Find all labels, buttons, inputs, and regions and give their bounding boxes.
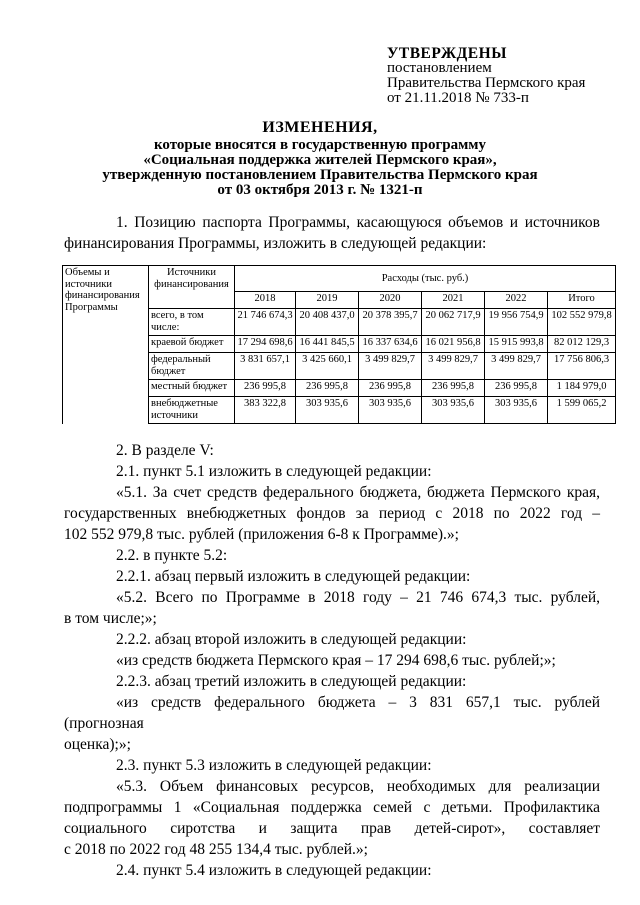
approval-line: от 21.11.2018 № 733-п bbox=[387, 90, 529, 106]
cell-value: 303 935,6 bbox=[422, 397, 485, 424]
table-year-header: Итого bbox=[548, 292, 616, 309]
cell-value: 102 552 979,8 bbox=[548, 309, 616, 336]
table-year-header: 2018 bbox=[235, 292, 296, 309]
text-line: «из средств федерального бюджета – 3 831 657,1 тыс. рублей (прогнозная bbox=[64, 694, 600, 732]
table-year-header: 2021 bbox=[422, 292, 485, 309]
cell-value: 21 746 674,3 bbox=[235, 309, 296, 336]
cell-value: 82 012 129,3 bbox=[548, 336, 616, 353]
text-line: «5.1. За счет средств федерального бюджета, бюджета Пермского края, bbox=[116, 484, 600, 501]
cell-value: 236 995,8 bbox=[359, 380, 422, 397]
table-col2-header: Источники финансирования bbox=[149, 266, 235, 309]
cell-value: 3 499 829,7 bbox=[359, 353, 422, 380]
cell-value: 236 995,8 bbox=[422, 380, 485, 397]
row-label: местный бюджет bbox=[149, 380, 235, 397]
text-line: 2.1. пункт 5.1 изложить в следующей редакции: bbox=[116, 463, 432, 480]
table-expenses-header: Расходы (тыс. руб.) bbox=[235, 266, 616, 292]
title-line: «Социальная поддержка жителей Пермского края», bbox=[143, 152, 497, 168]
cell-value: 17 756 806,3 bbox=[548, 353, 616, 380]
table-year-header: 2019 bbox=[296, 292, 359, 309]
text-line: оценка);»; bbox=[64, 736, 131, 753]
text-line: в том числе;»; bbox=[64, 610, 157, 627]
title-line: которые вносятся в государственную программу bbox=[153, 137, 487, 153]
title-main: ИЗМЕНЕНИЯ, bbox=[262, 119, 378, 136]
cell-value: 3 425 660,1 bbox=[296, 353, 359, 380]
cell-value: 1 599 065,2 bbox=[548, 397, 616, 424]
text-line: 2.4. пункт 5.4 изложить в следующей редакции: bbox=[116, 862, 432, 879]
cell-value: 19 956 754,9 bbox=[485, 309, 548, 336]
text-line: 1. Позицию паспорта Программы, касающуюся объемов и источников bbox=[116, 214, 600, 231]
text-line: с 2018 по 2022 год 48 255 134,4 тыс. рублей.»; bbox=[64, 841, 368, 858]
cell-value: 303 935,6 bbox=[485, 397, 548, 424]
cell-value: 16 021 956,8 bbox=[422, 336, 485, 353]
row-label: всего, в том числе: bbox=[149, 309, 235, 336]
text-line: «5.3. Объем финансовых ресурсов, необходимых для реализации bbox=[116, 778, 600, 795]
cell-value: 303 935,6 bbox=[296, 397, 359, 424]
cell-value: 17 294 698,6 bbox=[235, 336, 296, 353]
title-line: утвержденную постановлением Правительства Пермского края bbox=[102, 167, 538, 183]
row-label: федеральный бюджет bbox=[149, 353, 235, 380]
text-line: 2.2. в пункте 5.2: bbox=[116, 547, 228, 564]
title-line: от 03 октября 2013 г. № 1321-п bbox=[217, 182, 423, 198]
financing-table bbox=[62, 265, 616, 424]
cell-value: 16 337 634,6 bbox=[359, 336, 422, 353]
approval-line: постановлением bbox=[387, 60, 492, 76]
approval-line: Правительства Пермского края bbox=[387, 75, 586, 91]
text-line: 2.3. пункт 5.3 изложить в следующей редакции: bbox=[116, 757, 432, 774]
text-line: «из средств бюджета Пермского края – 17 294 698,6 тыс. рублей;»; bbox=[116, 652, 556, 669]
row-label: внебюджетные источники bbox=[149, 397, 235, 424]
cell-value: 20 408 437,0 bbox=[296, 309, 359, 336]
intro-paragraph bbox=[64, 212, 600, 254]
text-line: финансирования Программы, изложить в следующей редакции: bbox=[64, 235, 487, 252]
text-line: социального сиротства и защита прав детей-сирот», составляет bbox=[64, 820, 600, 837]
cell-value: 16 441 845,5 bbox=[296, 336, 359, 353]
approval-stamp bbox=[387, 46, 585, 106]
amendments-body bbox=[64, 440, 600, 881]
text-line: 2.2.1. абзац первый изложить в следующей редакции: bbox=[116, 568, 471, 585]
approval-heading: УТВЕРЖДЕНЫ bbox=[387, 45, 507, 62]
table-col1-header: Объемы и источники финансирования Программы bbox=[63, 266, 149, 424]
table-year-header: 2022 bbox=[485, 292, 548, 309]
row-label: краевой бюджет bbox=[149, 336, 235, 353]
cell-value: 20 378 395,7 bbox=[359, 309, 422, 336]
text-line: 102 552 979,8 тыс. рублей (приложения 6-8 к Программе).»; bbox=[64, 526, 459, 543]
cell-value: 383 322,8 bbox=[235, 397, 296, 424]
document-title bbox=[90, 118, 550, 198]
table-year-header: 2020 bbox=[359, 292, 422, 309]
text-line: 2. В разделе V: bbox=[116, 442, 214, 459]
cell-value: 303 935,6 bbox=[359, 397, 422, 424]
text-line: 2.2.3. абзац третий изложить в следующей редакции: bbox=[116, 673, 467, 690]
cell-value: 20 062 717,9 bbox=[422, 309, 485, 336]
text-line: государственных внебюджетных фондов за период с 2018 по 2022 год – bbox=[64, 505, 600, 522]
cell-value: 3 499 829,7 bbox=[485, 353, 548, 380]
text-line: подпрограммы 1 «Социальная поддержка семей с детьми. Профилактика bbox=[64, 799, 600, 816]
cell-value: 1 184 979,0 bbox=[548, 380, 616, 397]
cell-value: 3 499 829,7 bbox=[422, 353, 485, 380]
text-line: 2.2.2. абзац второй изложить в следующей редакции: bbox=[116, 631, 467, 648]
cell-value: 236 995,8 bbox=[235, 380, 296, 397]
cell-value: 3 831 657,1 bbox=[235, 353, 296, 380]
text-line: «5.2. Всего по Программе в 2018 году – 21 746 674,3 тыс. рублей, bbox=[116, 589, 600, 606]
cell-value: 236 995,8 bbox=[485, 380, 548, 397]
cell-value: 15 915 993,8 bbox=[485, 336, 548, 353]
cell-value: 236 995,8 bbox=[296, 380, 359, 397]
